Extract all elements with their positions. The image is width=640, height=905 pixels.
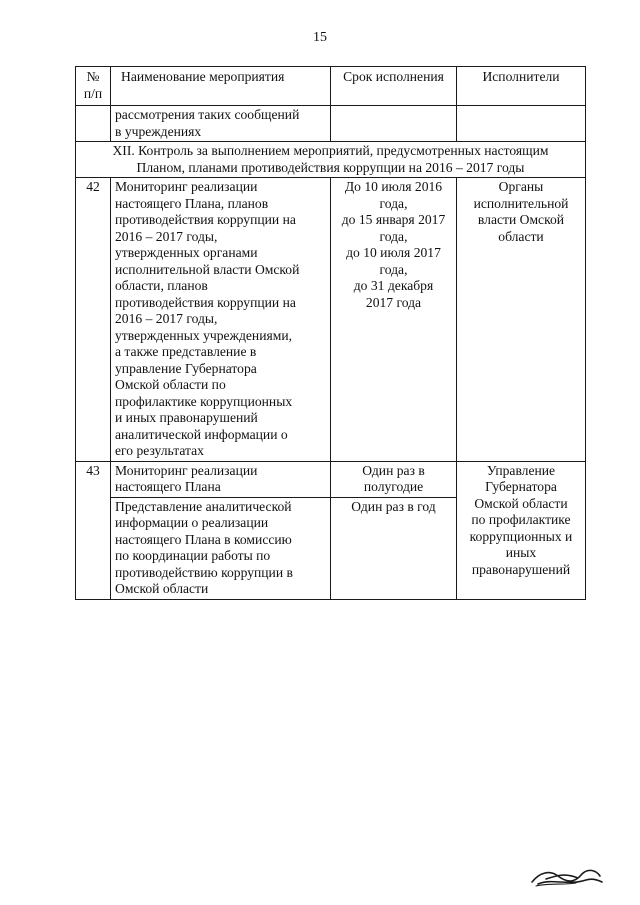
row-executors: Управление Губернатора Омской области по профилактике коррупционных и иных правонарушений	[457, 461, 586, 599]
row-name: Представление аналитической информации о реализации настоящего Плана в комиссию по координации работы по противодействию коррупции в Омской области	[111, 497, 331, 599]
handwritten-signature	[528, 864, 604, 890]
row-term: Один раз в полугодие	[331, 461, 457, 497]
continuation-name-cell: рассмотрения таких сообщений в учреждениях	[111, 106, 331, 142]
continuation-executors-cell	[457, 106, 586, 142]
section-title: XII. Контроль за выполнением мероприятий, предусмотренных настоящим Планом, планами противодействия коррупции на 2016 – 2017 годы	[76, 142, 586, 178]
table-row	[76, 461, 586, 497]
row-name: Мониторинг реализации настоящего Плана	[111, 461, 331, 497]
section-row	[76, 142, 586, 178]
table-row	[76, 178, 586, 462]
header-term: Срок исполнения	[331, 67, 457, 106]
table-header-row	[76, 67, 586, 106]
header-executors: Исполнители	[457, 67, 586, 106]
continuation-number-cell	[76, 106, 111, 142]
row-number: 42	[76, 178, 111, 462]
row-term: До 10 июля 2016 года, до 15 января 2017 года, до 10 июля 2017 года, до 31 декабря 2017 года	[331, 178, 457, 462]
row-executors: Органы исполнительной власти Омской области	[457, 178, 586, 462]
header-number: № п/п	[76, 67, 111, 106]
continuation-row	[76, 106, 586, 142]
page-number: 15	[313, 30, 327, 45]
header-name: Наименование мероприятия	[111, 67, 331, 106]
row-number: 43	[76, 461, 111, 599]
row-term: Один раз в год	[331, 497, 457, 599]
measures-table	[75, 66, 586, 600]
continuation-term-cell	[331, 106, 457, 142]
row-name: Мониторинг реализации настоящего Плана, планов противодействия коррупции на 2016 – 2017 годы, утвержденных органами исполнительной власти Омской области, планов противодействия коррупции на 2016 – 2017 годы, утвержденных учреждениями, а также представление в управление Губернатора Омской области по профилактике коррупционных и иных правонарушений аналитической информации о его результатах	[111, 178, 331, 462]
